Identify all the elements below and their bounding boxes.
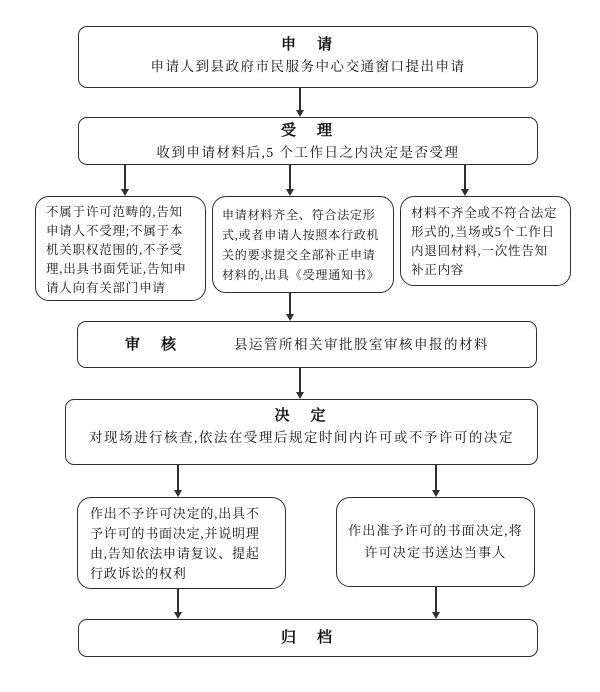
arrow-accept-to-incomplete — [461, 165, 470, 196]
arrowhead-down-icon — [286, 314, 294, 321]
arrow-shaft — [289, 293, 291, 314]
arrowhead-down-icon — [461, 189, 469, 196]
node-materials-incomplete-body: 材料不齐全或不符合法定形式的,当场或5个工作日内退回材料,一次性告知补正内容 — [411, 206, 558, 277]
node-deny — [77, 497, 286, 589]
node-apply-body: 申请人到县政府市民服务中心交通窗口提出申请 — [150, 59, 466, 74]
arrow-shaft — [124, 165, 126, 189]
node-apply — [78, 26, 538, 88]
arrow-shaft — [299, 87, 301, 110]
node-archive — [78, 619, 538, 657]
node-review-body: 县运管所相关审批股室审核申报的材料 — [234, 336, 489, 352]
arrow-shaft — [177, 589, 179, 612]
node-archive-title: 归 档 — [280, 630, 335, 646]
arrow-decision-to-grant — [432, 465, 441, 497]
node-deny-body: 作出不予许可决定的,出具不予许可的书面决定,并说明理由,告知依法申请复议、提起行政诉讼的权利 — [90, 506, 260, 581]
arrow-shaft — [435, 587, 437, 612]
arrow-shaft — [435, 465, 437, 490]
arrow-shaft — [289, 165, 291, 189]
node-decision-title: 决 定 — [274, 408, 329, 424]
arrow-accept-to-complete — [286, 165, 295, 196]
node-decision-body: 对现场进行核查,依法在受理后规定时间内许可或不予许可的决定 — [89, 430, 514, 445]
arrow-review-to-decision — [296, 368, 305, 399]
arrowhead-down-icon — [174, 490, 182, 497]
arrow-shaft — [177, 465, 179, 490]
arrowhead-down-icon — [296, 110, 304, 117]
arrow-shaft — [464, 165, 466, 189]
node-materials-complete-body: 申请材料齐全、符合法定形式,或者申请人按照本行政机关的要求提交全部补正申请材料的,出具《受理通知书》 — [222, 208, 380, 282]
arrowhead-down-icon — [121, 189, 129, 196]
arrow-complete-to-review — [286, 293, 295, 321]
node-accept-body: 收到申请材料后,5 个工作日之内决定是否受理 — [156, 145, 460, 160]
arrow-decision-to-deny — [174, 465, 183, 497]
node-not-in-scope — [35, 196, 206, 301]
node-decision — [65, 399, 538, 465]
arrowhead-down-icon — [432, 490, 440, 497]
arrow-shaft — [299, 368, 301, 392]
node-accept-title: 受 理 — [280, 123, 335, 139]
arrow-apply-to-accept — [296, 87, 305, 117]
arrow-deny-to-archive — [174, 589, 183, 619]
arrowhead-down-icon — [432, 612, 440, 619]
node-review — [77, 321, 537, 368]
node-apply-title: 申 请 — [280, 37, 335, 53]
node-review-title: 审 核 — [124, 336, 179, 353]
arrowhead-down-icon — [296, 392, 304, 399]
node-materials-complete — [212, 196, 394, 293]
node-materials-incomplete — [400, 196, 571, 286]
node-grant-body: 作出准予许可的书面决定,将许可决定书送达当事人 — [348, 523, 523, 560]
arrowhead-down-icon — [286, 189, 294, 196]
arrow-accept-to-not-in-scope — [121, 165, 130, 196]
arrow-grant-to-archive — [432, 587, 441, 619]
arrowhead-down-icon — [174, 612, 182, 619]
node-accept — [78, 117, 538, 165]
node-not-in-scope-body: 不属于许可范畴的,告知申请人不受理;不属于本机关职权范围的,不予受理,出具书面凭证,告知申请人向有关部门申请 — [46, 205, 187, 295]
node-grant — [336, 497, 535, 587]
